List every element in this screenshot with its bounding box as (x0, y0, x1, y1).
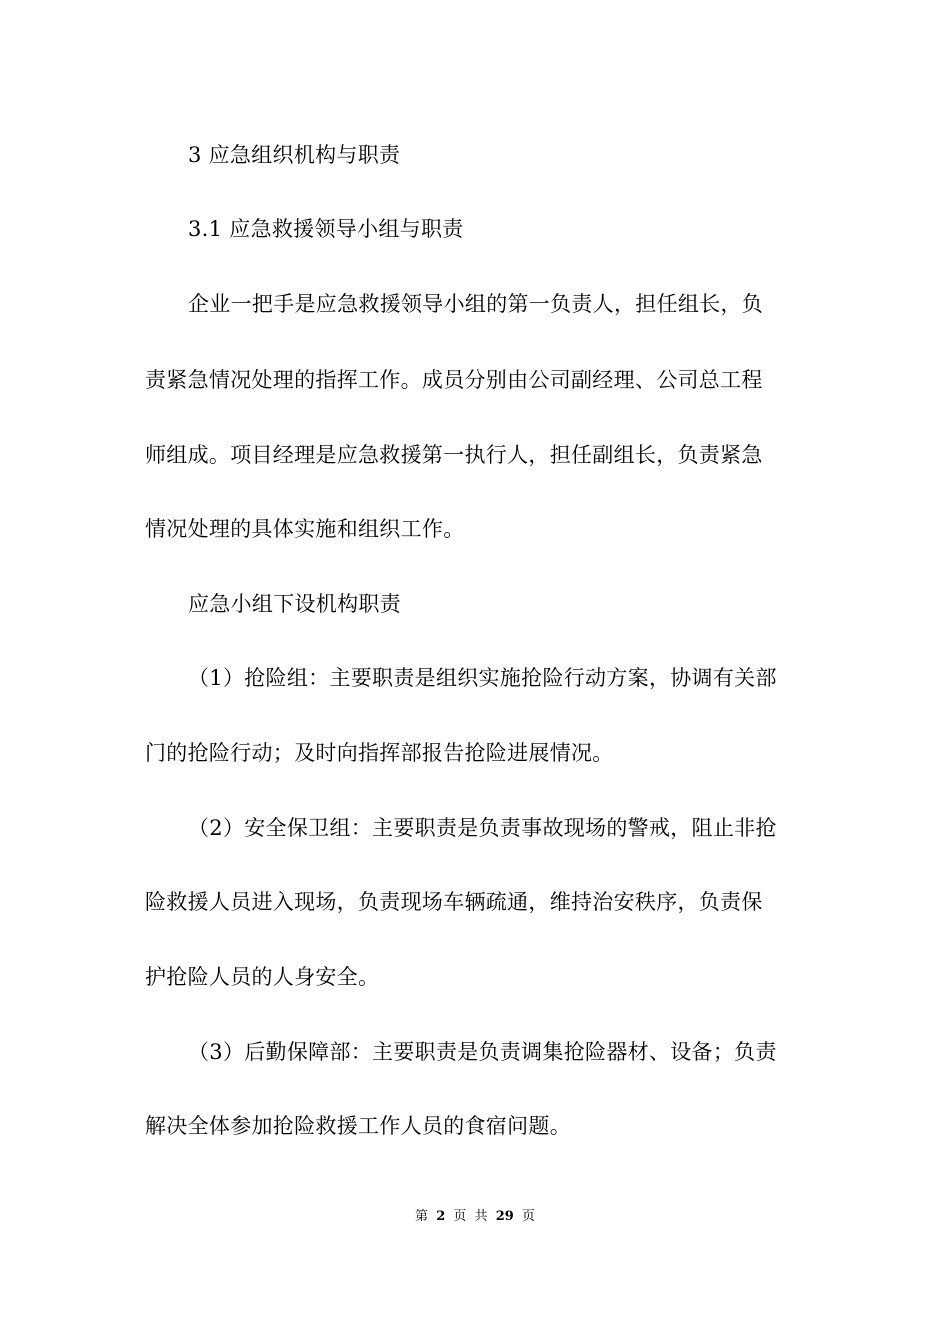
paragraph-line: 门的抢险行动；及时向指挥部报告抢险进展情况。 (145, 741, 614, 765)
paragraph-line: 师组成。项目经理是应急救援第一执行人，担任副组长，负责紧急 (145, 443, 763, 467)
subsection-heading: 3.1 应急救援领导小组与职责 (188, 217, 464, 241)
paragraph-line: 应急小组下设机构职责 (188, 592, 401, 616)
total-pages-number: 29 (495, 1209, 514, 1224)
paragraph-line: 险救援人员进入现场，负责现场车辆疏通，维持治安秩序，负责保 (145, 890, 763, 914)
paragraph-line: （3）后勤保障部：主要职责是负责调集抢险器材、设备；负责 (188, 1040, 777, 1064)
paragraph-line: 责紧急情况处理的指挥工作。成员分别由公司副经理、公司总工程 (145, 368, 763, 392)
paragraph-line: 企业一把手是应急救援领导小组的第一负责人，担任组长，负 (188, 292, 764, 316)
footer-page-word: 页 (453, 1209, 467, 1224)
paragraph-line: （1）抢险组：主要职责是组织实施抢险行动方案，协调有关部 (188, 666, 777, 690)
section-heading: 3 应急组织机构与职责 (188, 143, 401, 167)
paragraph-line: （2）安全保卫组：主要职责是负责事故现场的警戒，阻止非抢 (188, 816, 777, 840)
footer-total-word: 共 (474, 1209, 488, 1224)
current-page-number: 2 (436, 1209, 446, 1224)
paragraph-line: 情况处理的具体实施和组织工作。 (145, 517, 465, 541)
paragraph-line: 解决全体参加抢险救援工作人员的食宿问题。 (145, 1114, 571, 1138)
paragraph-line: 护抢险人员的人身安全。 (145, 965, 380, 989)
footer-suffix: 页 (521, 1209, 535, 1224)
page-footer (0, 1208, 950, 1226)
footer-prefix: 第 (415, 1209, 429, 1224)
